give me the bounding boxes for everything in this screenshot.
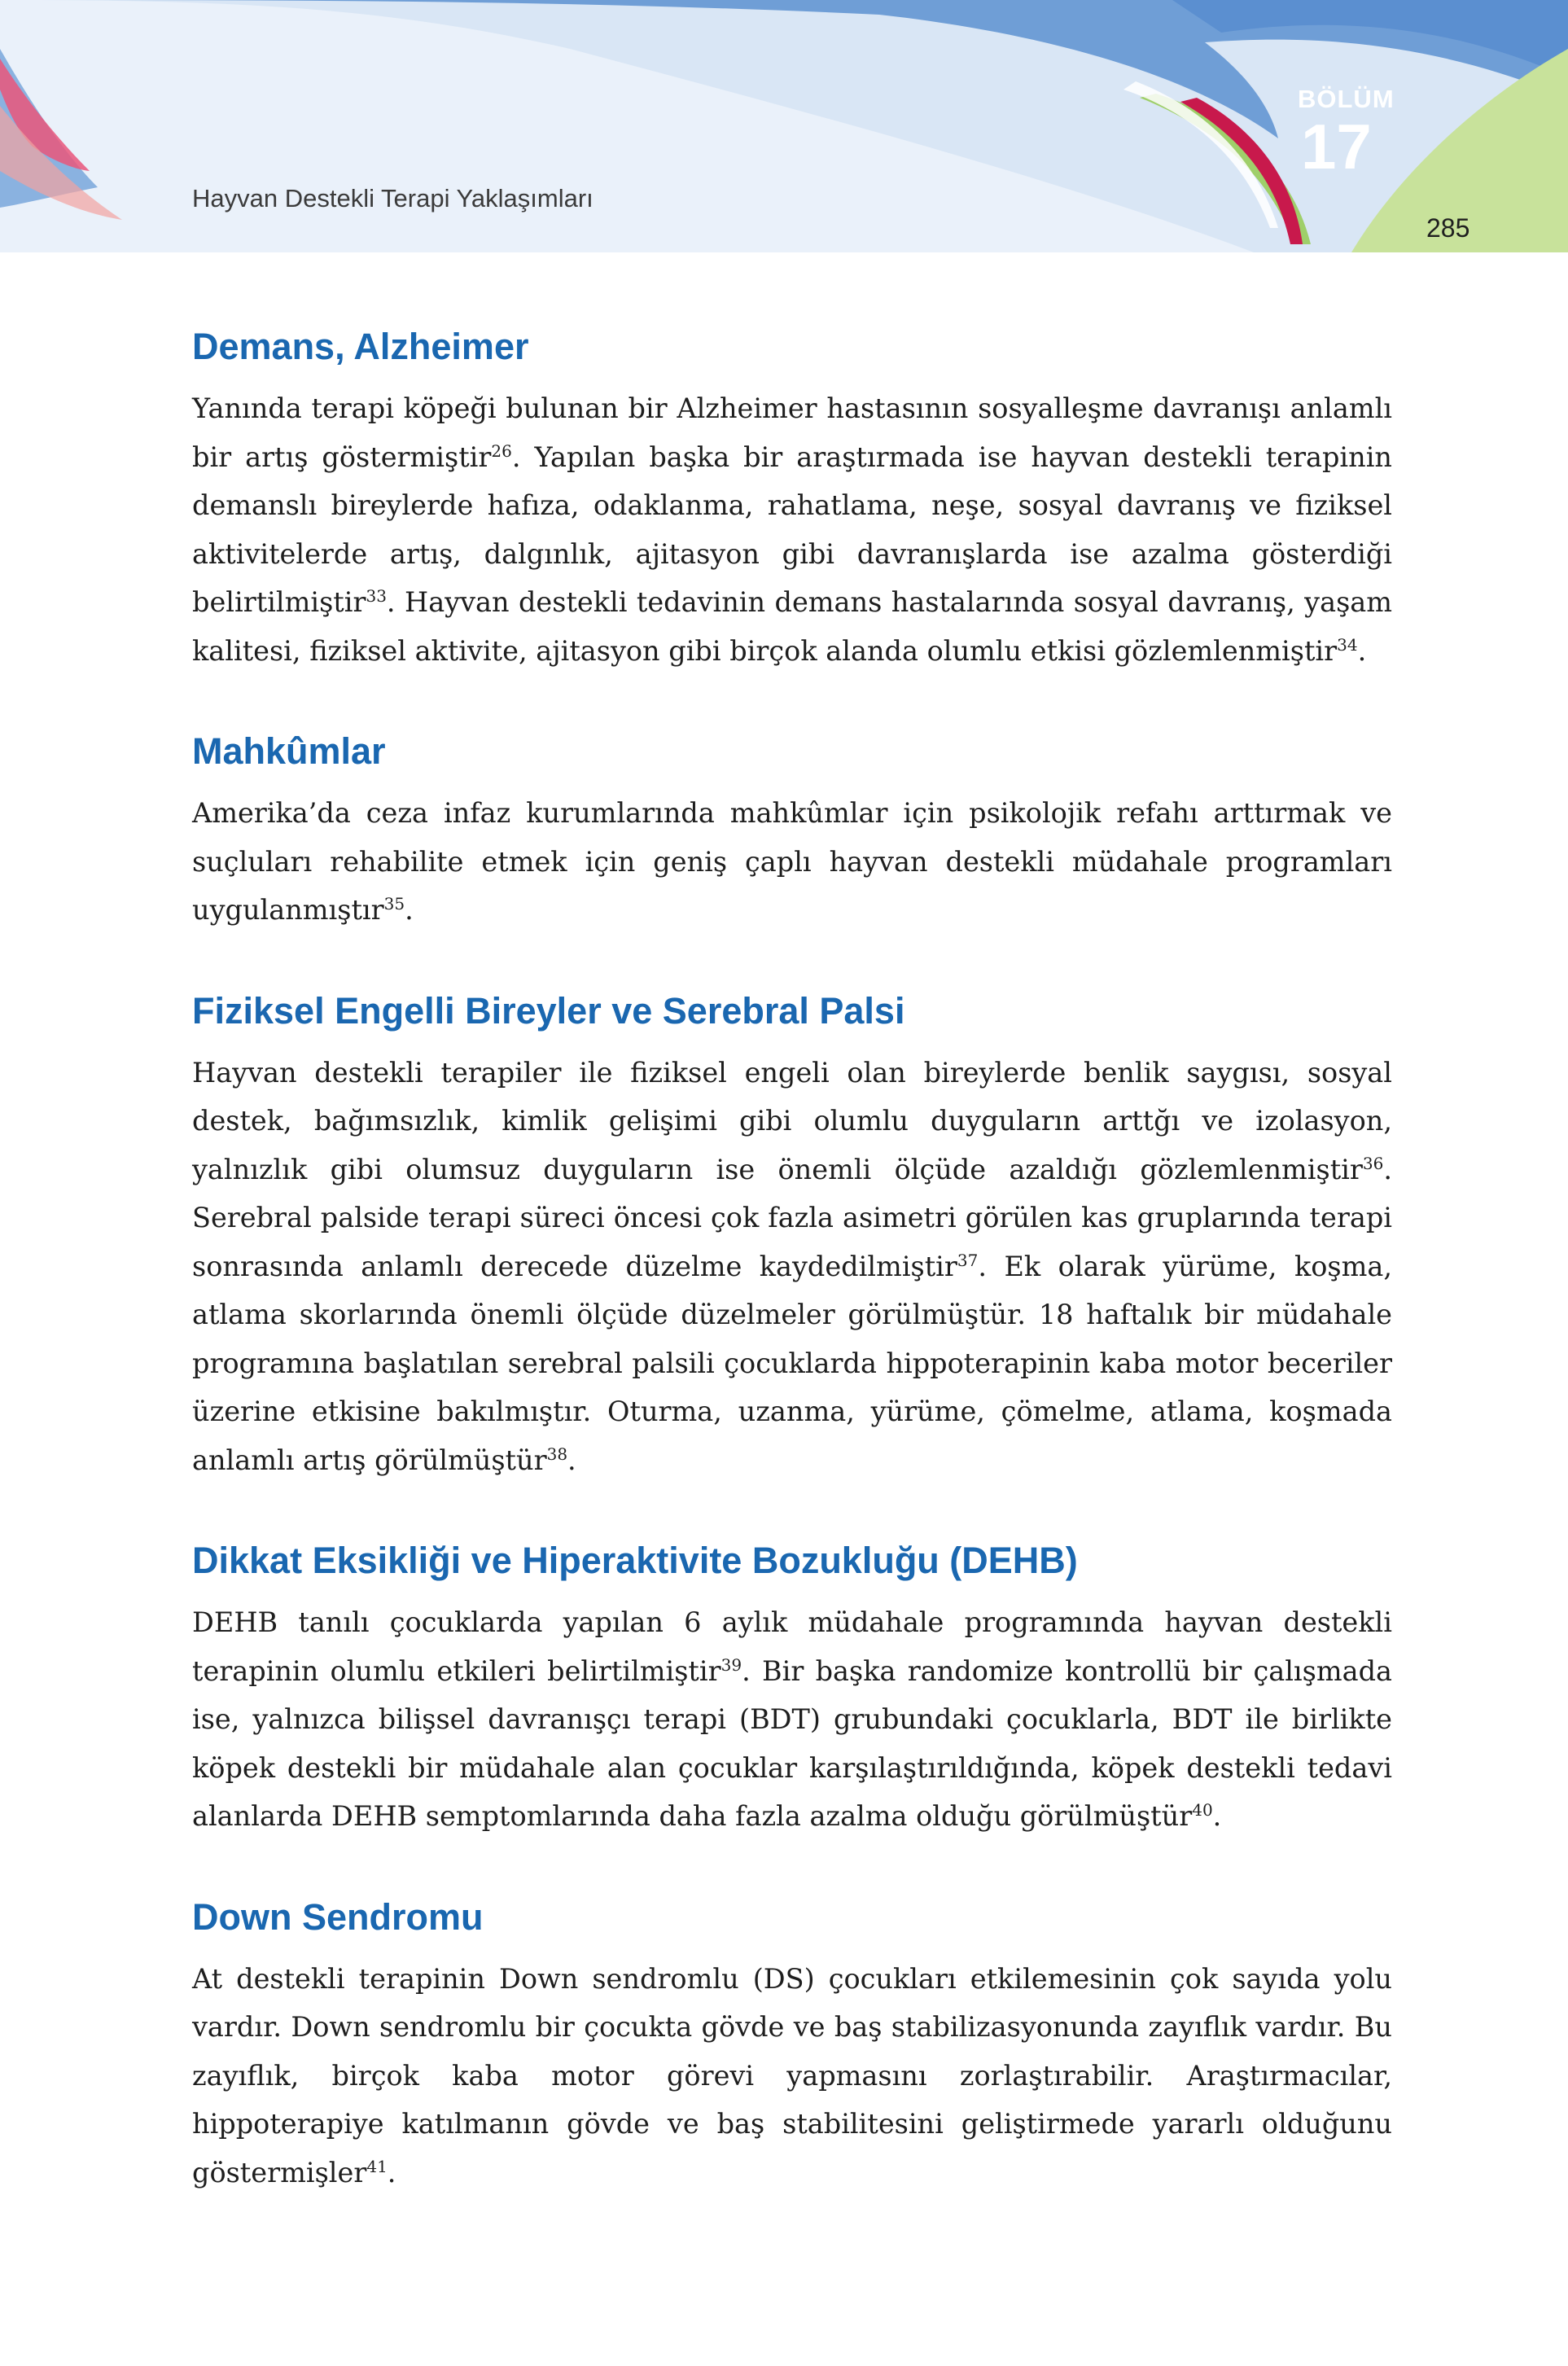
section-heading: Mahkûmlar xyxy=(192,730,386,772)
section-heading: Dikkat Eksikliği ve Hiperaktivite Bozukluğu (DEHB) xyxy=(192,1540,1078,1581)
paragraph-text: . xyxy=(405,894,414,926)
paragraph-text: . xyxy=(387,2156,396,2189)
section-mahkumlar xyxy=(192,729,1392,935)
citation-ref: 40 xyxy=(1192,1799,1213,1820)
paragraph-text: At destekli terapinin Down sendromlu (DS) çocukları etkilemesinin çok sayıda yolu vardır. Down sendromlu bir çocukta gövde ve baş stabilizasyonunda zayıflık vardır. Bu zayıflık, birçok kaba motor görevi yapmasını zorlaştırabilir. Araştırmacılar, hippoterapiye katılmanın gövde ve baş stabilitesini geliştirmede yararlı olduğunu göstermişler xyxy=(192,1962,1392,2189)
citation-ref: 26 xyxy=(491,440,512,461)
citation-ref: 37 xyxy=(957,1250,979,1270)
citation-ref: 35 xyxy=(383,893,405,914)
citation-ref: 39 xyxy=(720,1654,742,1675)
section-heading: Down Sendromu xyxy=(192,1895,484,1938)
citation-ref: 36 xyxy=(1362,1153,1384,1173)
section-down-sendromu xyxy=(192,1895,1392,2197)
section-heading: Fiziksel Engelli Bireyler ve Serebral Palsi xyxy=(192,989,905,1032)
citation-ref: 41 xyxy=(366,2156,388,2176)
paragraph-text: Amerika’da ceza infaz kurumlarında mahkûmlar için psikolojik refahı arttırmak ve suçluları rehabilite etmek için geniş çaplı hayvan destekli müdahale programları uygulanmıştır xyxy=(192,797,1392,926)
section-heading: Demans, Alzheimer xyxy=(192,326,529,367)
paragraph-text: . xyxy=(1357,634,1367,667)
paragraph-text: . Bir başka randomize kontrollü bir çalışmada ise, yalnızca bilişsel davranışçı terapi (BDT) grubundaki çocuklarla, BDT ile birlikte köpek destekli bir müdahale alan çocuklar karşılaştırıldığında, köpek destekli tedavi alanlarda DEHB semptomlarında daha fazla azalma olduğu görülmüştür xyxy=(192,1654,1392,1832)
paragraph-text: . xyxy=(1212,1800,1222,1832)
section-paragraph xyxy=(192,384,1392,675)
page-content xyxy=(192,324,1392,2197)
citation-ref: 34 xyxy=(1337,634,1358,655)
paragraph-text: Yanında terapi köpeği bulunan bir Alzheimer hastasının sosyalleşme davranışı anlamlı bir artış göstermiştir xyxy=(192,392,1392,473)
paragraph-text: Hayvan destekli terapiler ile fiziksel engeli olan bireylerde benlik saygısı, sosyal destek, bağımsızlık, kimlik gelişimi gibi olumlu duyguların arttğı ve izolasyon, yalnızlık gibi olumsuz duyguların ise önemli ölçüde azaldığı gözlemlenmiştir xyxy=(192,1056,1392,1185)
paragraph-text: . Ek olarak yürüme, koşma, atlama skorlarında önemli ölçüde düzelmeler görülmüştür. 18 haftalık bir müdahale programına başlatılan serebral palsili çocuklarda hippoterapinin kaba motor beceriler üzerine etkisine bakılmıştır. Oturma, uzanma, yürüme, çömelme, atlama, koşmada anlamlı artış görülmüştür xyxy=(192,1250,1392,1476)
paragraph-text: DEHB tanılı çocuklarda yapılan 6 aylık müdahale programında hayvan destekli terapinin olumlu etkileri belirtilmiştir xyxy=(192,1606,1392,1687)
paragraph-text: . Hayvan destekli tedavinin demans hastalarında sosyal davranış, yaşam kalitesi, fiziksel aktivite, ajitasyon gibi birçok alanda olumlu etkisi gözlemlenmiştir xyxy=(192,586,1392,667)
running-head: Hayvan Destekli Terapi Yaklaşımları xyxy=(192,184,593,213)
citation-ref: 33 xyxy=(366,585,387,606)
paragraph-text: . Serebral palside terapi süreci öncesi çok fazla asimetri görülen kas gruplarında terapi sonrasında anlamlı derecede düzelme kaydedilmiştir xyxy=(192,1153,1392,1282)
section-demans xyxy=(192,324,1392,675)
chapter-number: 17 xyxy=(1301,111,1372,182)
section-paragraph xyxy=(192,789,1392,935)
section-paragraph xyxy=(192,1049,1392,1485)
page-number: 285 xyxy=(1426,213,1470,243)
paragraph-text: . xyxy=(567,1444,576,1476)
section-paragraph xyxy=(192,1955,1392,2197)
section-paragraph xyxy=(192,1598,1392,1841)
paragraph-text: . Yapılan başka bir araştırmada ise hayvan destekli terapinin demanslı bireylerde hafıza, odaklanma, rahatlama, neşe, sosyal davranış ve fiziksel aktivitelerde artış, dalgınlık, ajitasyon gibi davranışlarda ise azalma gösterdiği belirtilmiştir xyxy=(192,440,1393,618)
chapter-label: BÖLÜM xyxy=(1298,85,1395,113)
citation-ref: 38 xyxy=(546,1444,568,1464)
section-fiziksel-engelli xyxy=(192,988,1392,1485)
section-dehb xyxy=(192,1538,1392,1841)
